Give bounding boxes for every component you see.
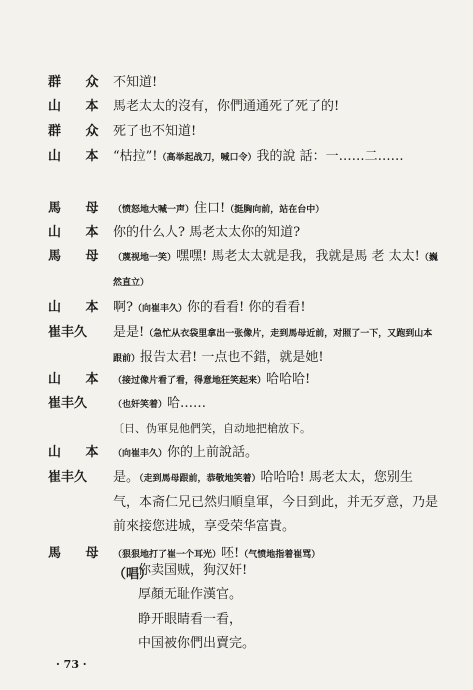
song-verse: 中国被你們出賣完。 — [138, 636, 256, 651]
line-text: “枯拉”!（高举起战刀，喊口令）我的說 話：一……二…… — [113, 149, 404, 164]
speaker: 山 本 — [48, 445, 109, 460]
line-text: （向崔丰久）你的上前說話。 — [113, 445, 259, 460]
speaker: 山 本 — [48, 300, 109, 315]
line-text: 不知道! — [113, 75, 158, 90]
song-verse: 你卖国贼，狗汉奸! — [138, 563, 248, 578]
stage-direction: （急忙从衣袋里拿出一张像片，走到馬母近前，对照了一下，又跑到山本跟前） — [113, 329, 433, 364]
speaker: 山 本 — [48, 372, 109, 387]
stage-direction: （气愤地指着崔骂） — [239, 550, 321, 560]
speaker: 群 众 — [48, 124, 109, 139]
stage-direction: （挺胸向前，站在台中） — [225, 205, 325, 215]
line-text: （狠狠地打了崔一个耳光）呸!（气愤地指着崔骂） — [113, 546, 321, 561]
song-verse: 厚顏无耻作漢官。 — [138, 587, 243, 602]
line-text: 〔日、伪軍見他們笑，自动地把槍放下。 — [113, 422, 311, 435]
line-text: 馬老太太的沒有，你們通通死了死了的! — [113, 99, 340, 114]
stage-direction: （向崔丰久） — [132, 304, 187, 314]
line-text: （接过像片看了看，得意地狂笑起来）哈哈哈! — [113, 372, 311, 387]
song-tag: （唱） — [113, 567, 153, 582]
speaker: 山 本 — [48, 99, 109, 114]
line-text: （愤怒地大喊一声）住口!（挺胸向前，站在台中） — [113, 201, 325, 216]
stage-direction: （狠狠地打了崔一个耳光） — [113, 550, 222, 560]
stage-direction: （高举起战刀，喊口令） — [157, 153, 257, 163]
speaker: 崔丰久 — [48, 470, 88, 485]
line-text: 是。（走到馬母跟前，恭敬地笑着）哈哈哈! 馬老太太，您别生气，本斋仁兄已然归順皇軍，今日到此，并无歹意，乃是前來接您进城，享受荣华富貴。 — [113, 470, 439, 534]
speaker: 馬 母 — [48, 201, 109, 216]
stage-direction: （走到馬母跟前，恭敬地笑着） — [139, 474, 261, 484]
stage-direction: （向崔丰久） — [113, 449, 168, 459]
stage-direction: （接过像片看了看，得意地狂笑起来） — [113, 376, 267, 386]
stage-direction: （巍然直立） — [113, 253, 438, 288]
line-text: （也奸笑着）哈…… — [113, 396, 207, 411]
speaker: 群 众 — [48, 75, 109, 90]
stage-direction: （蔑视地一笑） — [113, 253, 177, 263]
speaker: 崔丰久 — [48, 396, 88, 411]
stage-direction: （愤怒地大喊一声） — [113, 205, 195, 215]
line-text: 死了也不知道! — [113, 124, 197, 139]
speaker: 崔丰久 — [48, 325, 88, 340]
page-number: · 73 · — [56, 658, 87, 671]
stage-direction: （也奸笑着） — [113, 400, 168, 410]
line-text: 是是!（急忙从衣袋里拿出一张像片，走到馬母近前，对照了一下，又跑到山本跟前）报告太君! 一点也不錯，就是她! — [113, 325, 433, 365]
line-text: 你的什么人? 馬老太太你的知道? — [113, 225, 301, 240]
speaker: 馬 母 — [48, 546, 109, 561]
line-text: 啊?（向崔丰久）你的看看! 你的看看! — [113, 300, 306, 315]
speaker: 山 本 — [48, 149, 109, 164]
speaker: 山 本 — [48, 225, 109, 240]
song-verse: 睁开眼睛看一看， — [138, 612, 243, 627]
speaker: 馬 母 — [48, 249, 109, 264]
line-text: （蔑视地一笑）嘿嘿! 馬老太太就是我，我就是馬 老 太太!（巍然直立） — [113, 249, 438, 288]
